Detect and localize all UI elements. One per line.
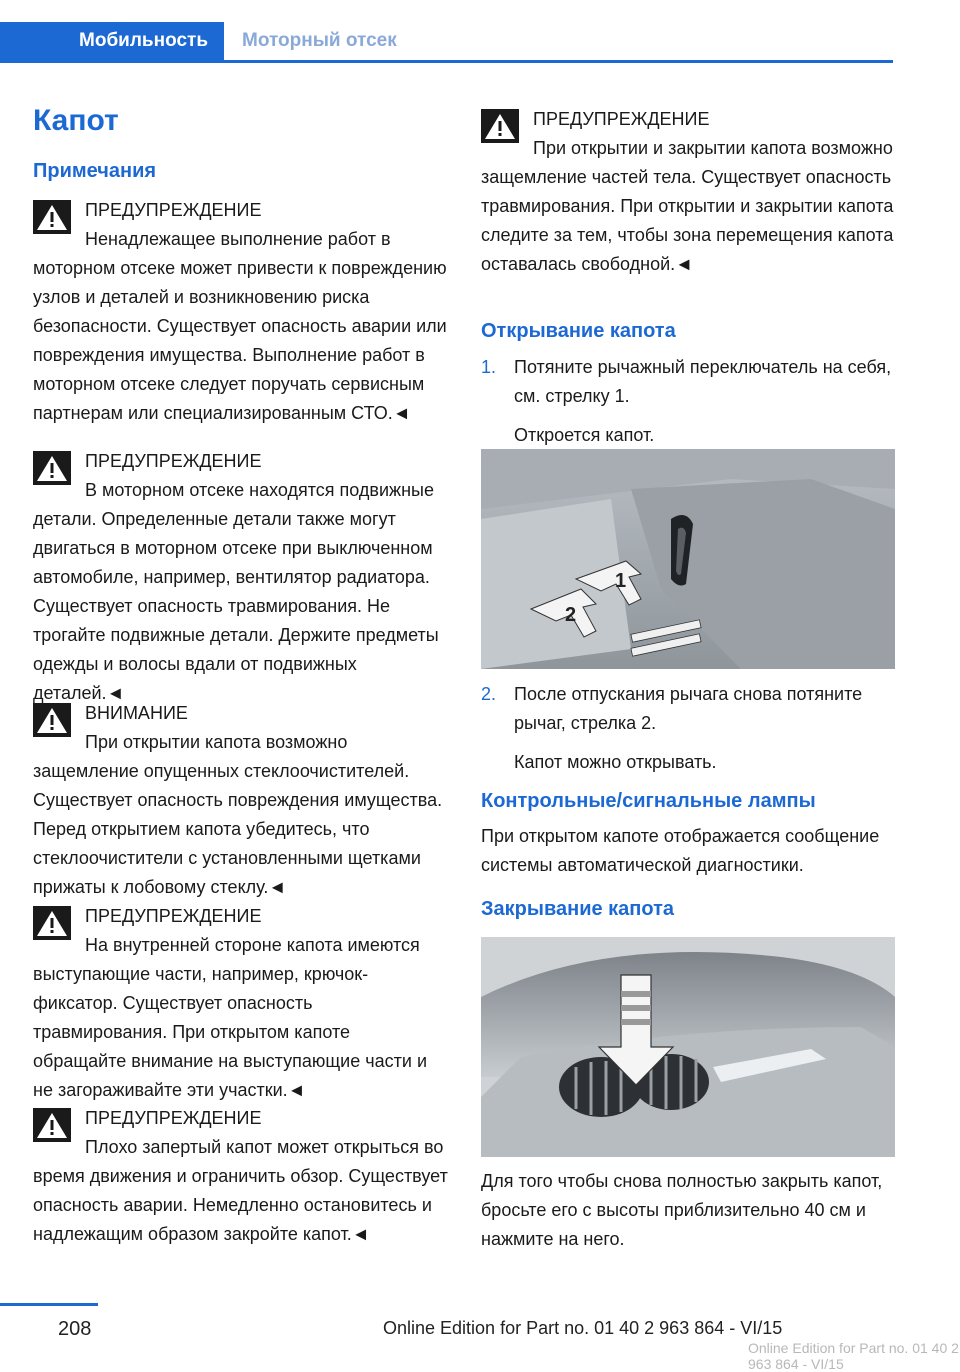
warning-block bbox=[481, 105, 895, 279]
warning-text: На внутренней стороне капота имеются выступающие части, например, крючок-фиксатор. Существует опасность травмирования. При открытом капоте обращайте внимание на выступающие части и не загораживайте эти участки.◄ bbox=[33, 935, 427, 1100]
lamps-title: Контрольные/сигнальные лампы bbox=[481, 790, 816, 812]
warning-triangle-icon bbox=[481, 109, 519, 143]
page-title: Капот bbox=[33, 104, 119, 137]
closing-title: Закрывание капота bbox=[481, 898, 675, 920]
warning-label: ПРЕДУПРЕЖДЕНИЕ bbox=[85, 200, 262, 220]
caution-block bbox=[33, 699, 448, 902]
chapter-header bbox=[0, 0, 960, 64]
hood-closing-illustration bbox=[481, 937, 895, 1157]
step-number: 1. bbox=[481, 357, 497, 377]
chapter-tab-mobility[interactable]: Мобильность bbox=[0, 22, 224, 60]
warning-triangle-icon bbox=[33, 451, 71, 485]
section-tab-engine-compartment[interactable]: Моторный отсек bbox=[242, 30, 397, 51]
step-item bbox=[481, 353, 895, 450]
warning-block bbox=[33, 196, 448, 428]
step-text: Потяните рычажный переключатель на себя, см. стрелку 1. bbox=[514, 357, 892, 406]
warning-text: В моторном отсеке находятся подвижные детали. Определенные детали также могут двигаться в моторном отсеке при выключенном автомобиле, например, вентилятор радиатора. Существует опасность травмирования. Не трогайте подвижные детали. Держите предметы одежды и волосы вдали от подвижных деталей.◄ bbox=[33, 480, 439, 703]
opening-title: Открывание капота bbox=[481, 320, 676, 342]
step-number: 2. bbox=[481, 684, 497, 704]
hood-closing-image bbox=[481, 937, 895, 1157]
warning-triangle-icon bbox=[33, 1108, 71, 1142]
warning-label: ПРЕДУПРЕЖДЕНИЕ bbox=[85, 906, 262, 926]
header-divider bbox=[0, 60, 893, 63]
hood-release-image bbox=[481, 449, 895, 669]
closing-text: Для того чтобы снова полностью закрыть капот, бросьте его с высоты приблизительно 40 см и нажмите на него. bbox=[481, 1171, 883, 1249]
page-number: 208 bbox=[58, 1318, 92, 1340]
warning-block bbox=[33, 447, 448, 708]
warning-label: ПРЕДУПРЕЖДЕНИЕ bbox=[85, 1108, 262, 1128]
step-result: Капот можно открывать. bbox=[514, 752, 717, 772]
watermark: Online Edition for Part no. 01 40 2 963 864 - VI/15 bbox=[748, 1340, 959, 1372]
step-item bbox=[481, 680, 895, 777]
warning-text: Ненадлежащее выполнение работ в моторном отсеке может привести к повреждению узлов и деталей и возникновению риска безопасности. Существует опасность аварии или повреждения имущества. Выполнение работ в моторном отсеке следует поручать сервисным партнерам или специализированным СТО.◄ bbox=[33, 229, 447, 423]
arrow-label-1: 1 bbox=[615, 570, 627, 592]
warning-triangle-icon bbox=[33, 200, 71, 234]
warning-text: Плохо запертый капот может открыться во время движения и ограничить обзор. Существует опасность аварии. Немедленно остановитесь и надлежащим образом закройте капот.◄ bbox=[33, 1137, 448, 1244]
caution-text: При открытии капота возможно защемление опущенных стеклоочистителей. Существует опасность повреждения имущества. Перед открытием капота убедитесь, что стеклоочистители с установленными щетками прижаты к лобовому стеклу.◄ bbox=[33, 732, 443, 897]
notes-title: Примечания bbox=[33, 160, 157, 182]
lamps-text: При открытом капоте отображается сообщение системы автоматической диагностики. bbox=[481, 826, 880, 875]
caution-label: ВНИМАНИЕ bbox=[85, 703, 188, 723]
edition-note: Online Edition for Part no. 01 40 2 963 864 - VI/15 bbox=[383, 1318, 783, 1338]
step-text: После отпускания рычага снова потяните рычаг, стрелка 2. bbox=[514, 684, 863, 733]
arrow-label-2: 2 bbox=[565, 604, 577, 626]
warning-text: При открытии и закрытии капота возможно защемление частей тела. Существует опасность травмирования. При открытии и закрытии капота следите за тем, чтобы зона перемещения капота оставалась свободной.◄ bbox=[481, 138, 894, 274]
step-result: Откроется капот. bbox=[514, 425, 655, 445]
warning-triangle-icon bbox=[33, 906, 71, 940]
hood-release-illustration bbox=[481, 449, 895, 669]
warning-label: ПРЕДУПРЕЖДЕНИЕ bbox=[85, 451, 262, 471]
footer-divider bbox=[0, 1303, 98, 1306]
warning-block bbox=[33, 1104, 448, 1249]
warning-block bbox=[33, 902, 448, 1105]
warning-triangle-icon bbox=[33, 703, 71, 737]
warning-label: ПРЕДУПРЕЖДЕНИЕ bbox=[533, 109, 710, 129]
